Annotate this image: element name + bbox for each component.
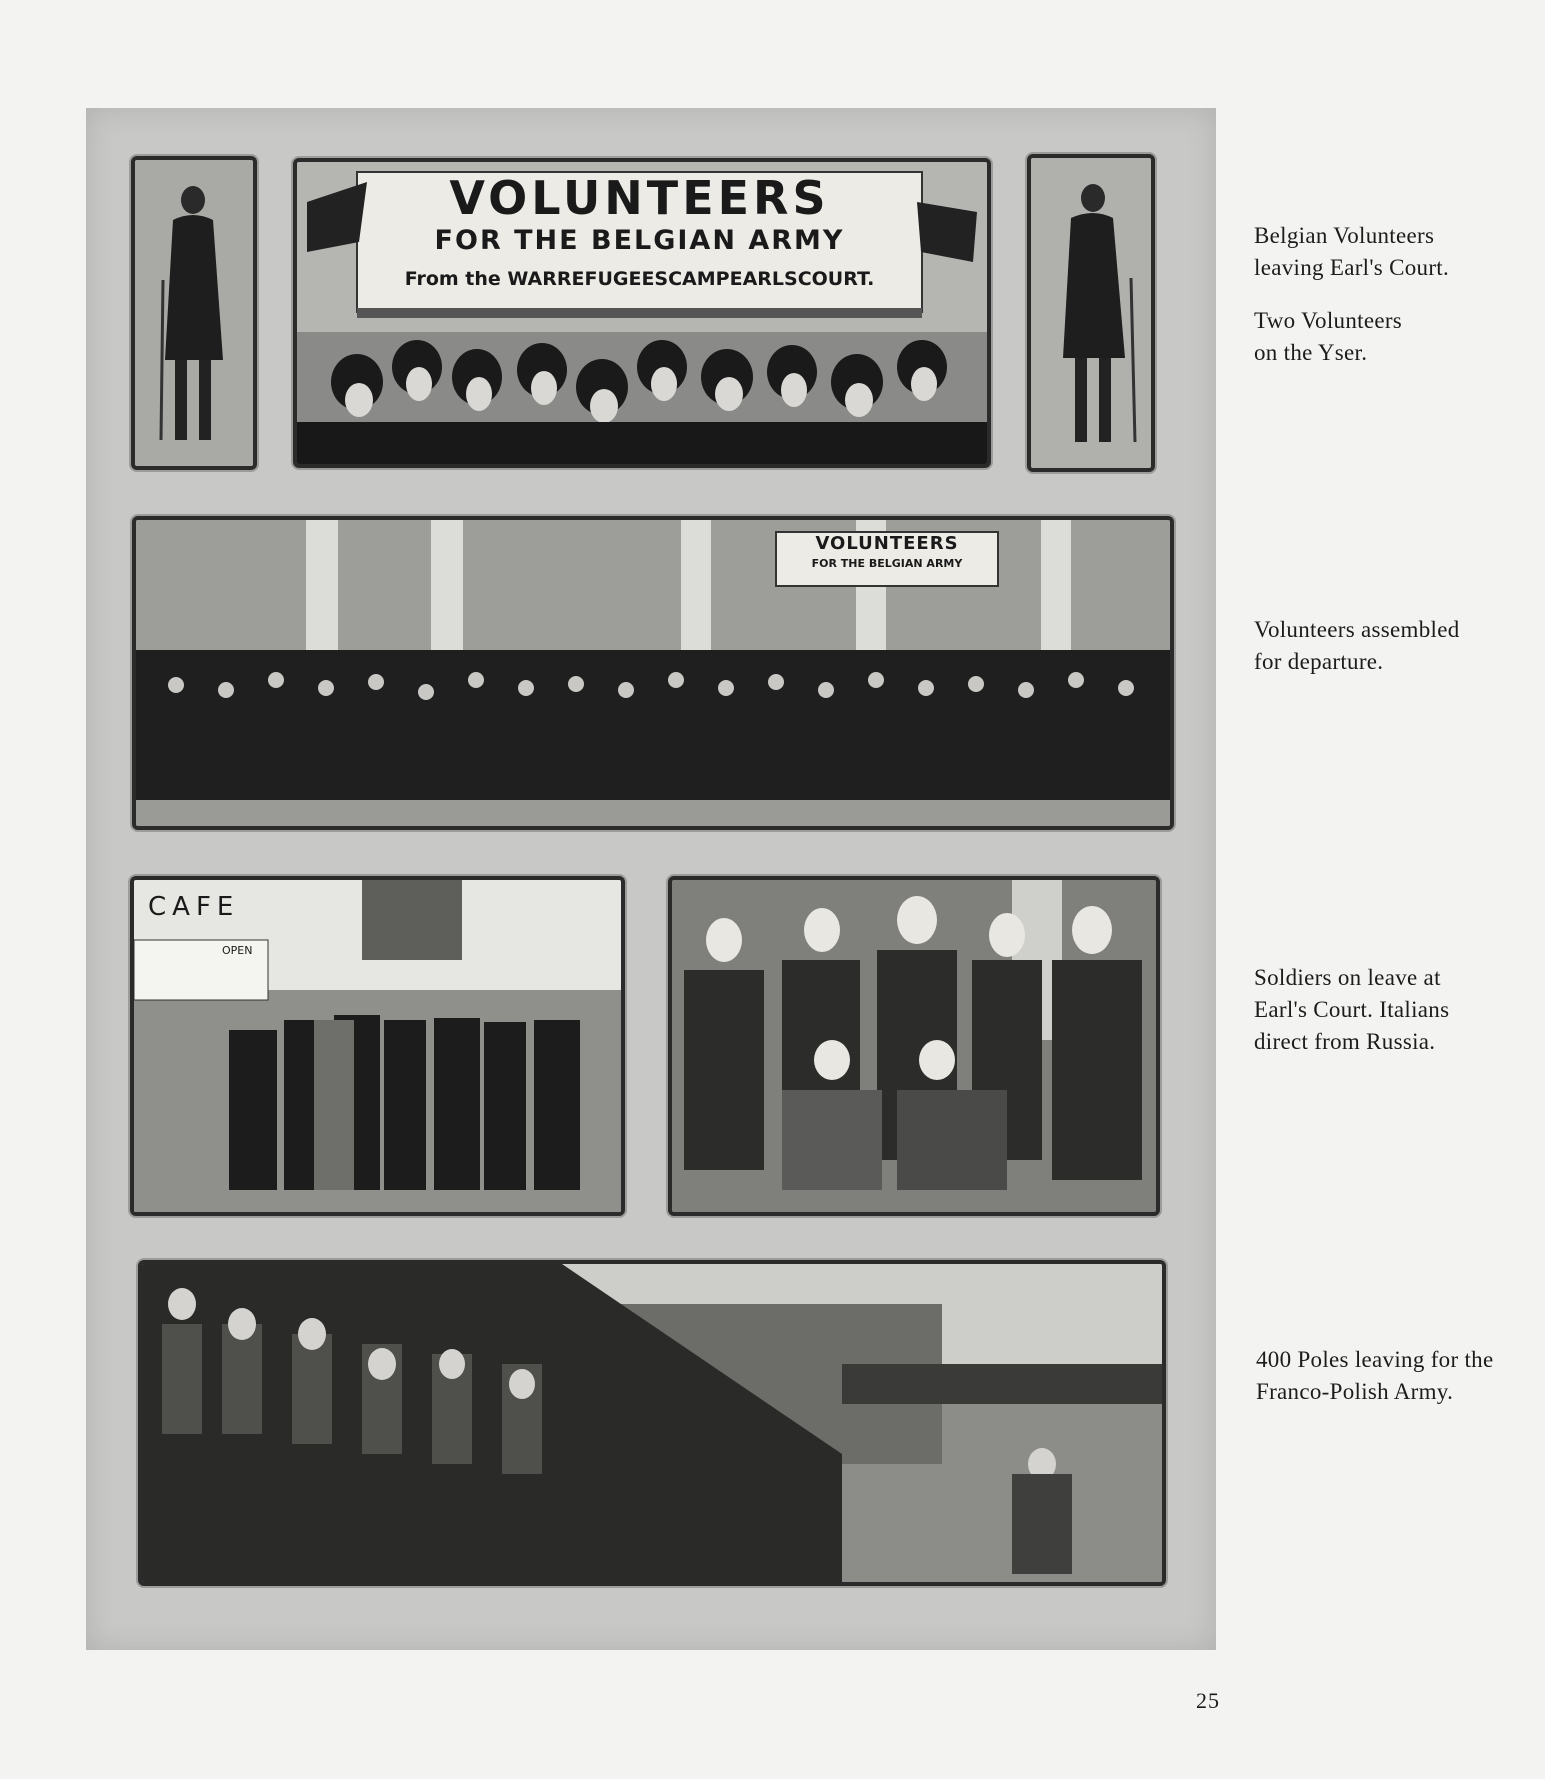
photo-plate — [86, 108, 1216, 1650]
photo-belgian-volunteers — [293, 158, 991, 468]
small-banner-line2: FOR THE BELGIAN ARMY — [811, 557, 963, 570]
small-banner-sign — [776, 532, 998, 586]
cafe-open-text: OPEN — [222, 944, 253, 957]
photo-volunteer-right — [1027, 154, 1155, 472]
caption-belgian-volunteers: Belgian Volunteers leaving Earl's Court. — [1254, 223, 1450, 280]
photo-soldiers-on-leave — [130, 876, 625, 1216]
banner-line3: From the WARREFUGEESCAMPEARLSCOURT. — [404, 268, 875, 290]
caption-poles: 400 Poles leaving for the Franco-Polish Army. — [1256, 1347, 1494, 1404]
photo-poles-train — [138, 1260, 1166, 1586]
photo-volunteer-left — [131, 156, 257, 470]
cafe-sign-text: CAFE — [148, 892, 240, 922]
photo-italians-from-russia — [668, 876, 1160, 1216]
small-banner-line1: VOLUNTEERS — [815, 533, 959, 554]
banner-line1: VOLUNTEERS — [449, 171, 830, 225]
caption-volunteers-assembled: Volunteers assembled for departure. — [1254, 617, 1460, 674]
caption-soldiers-on-leave: Soldiers on leave at Earl's Court. Italians direct from Russia. — [1254, 965, 1450, 1054]
banner-sign — [357, 172, 922, 312]
photo-volunteers-assembled — [132, 516, 1174, 830]
page-number: 25 — [1196, 1688, 1220, 1713]
banner-line2: FOR THE BELGIAN ARMY — [434, 225, 845, 256]
caption-two-volunteers: Two Volunteers on the Yser. — [1254, 308, 1403, 365]
